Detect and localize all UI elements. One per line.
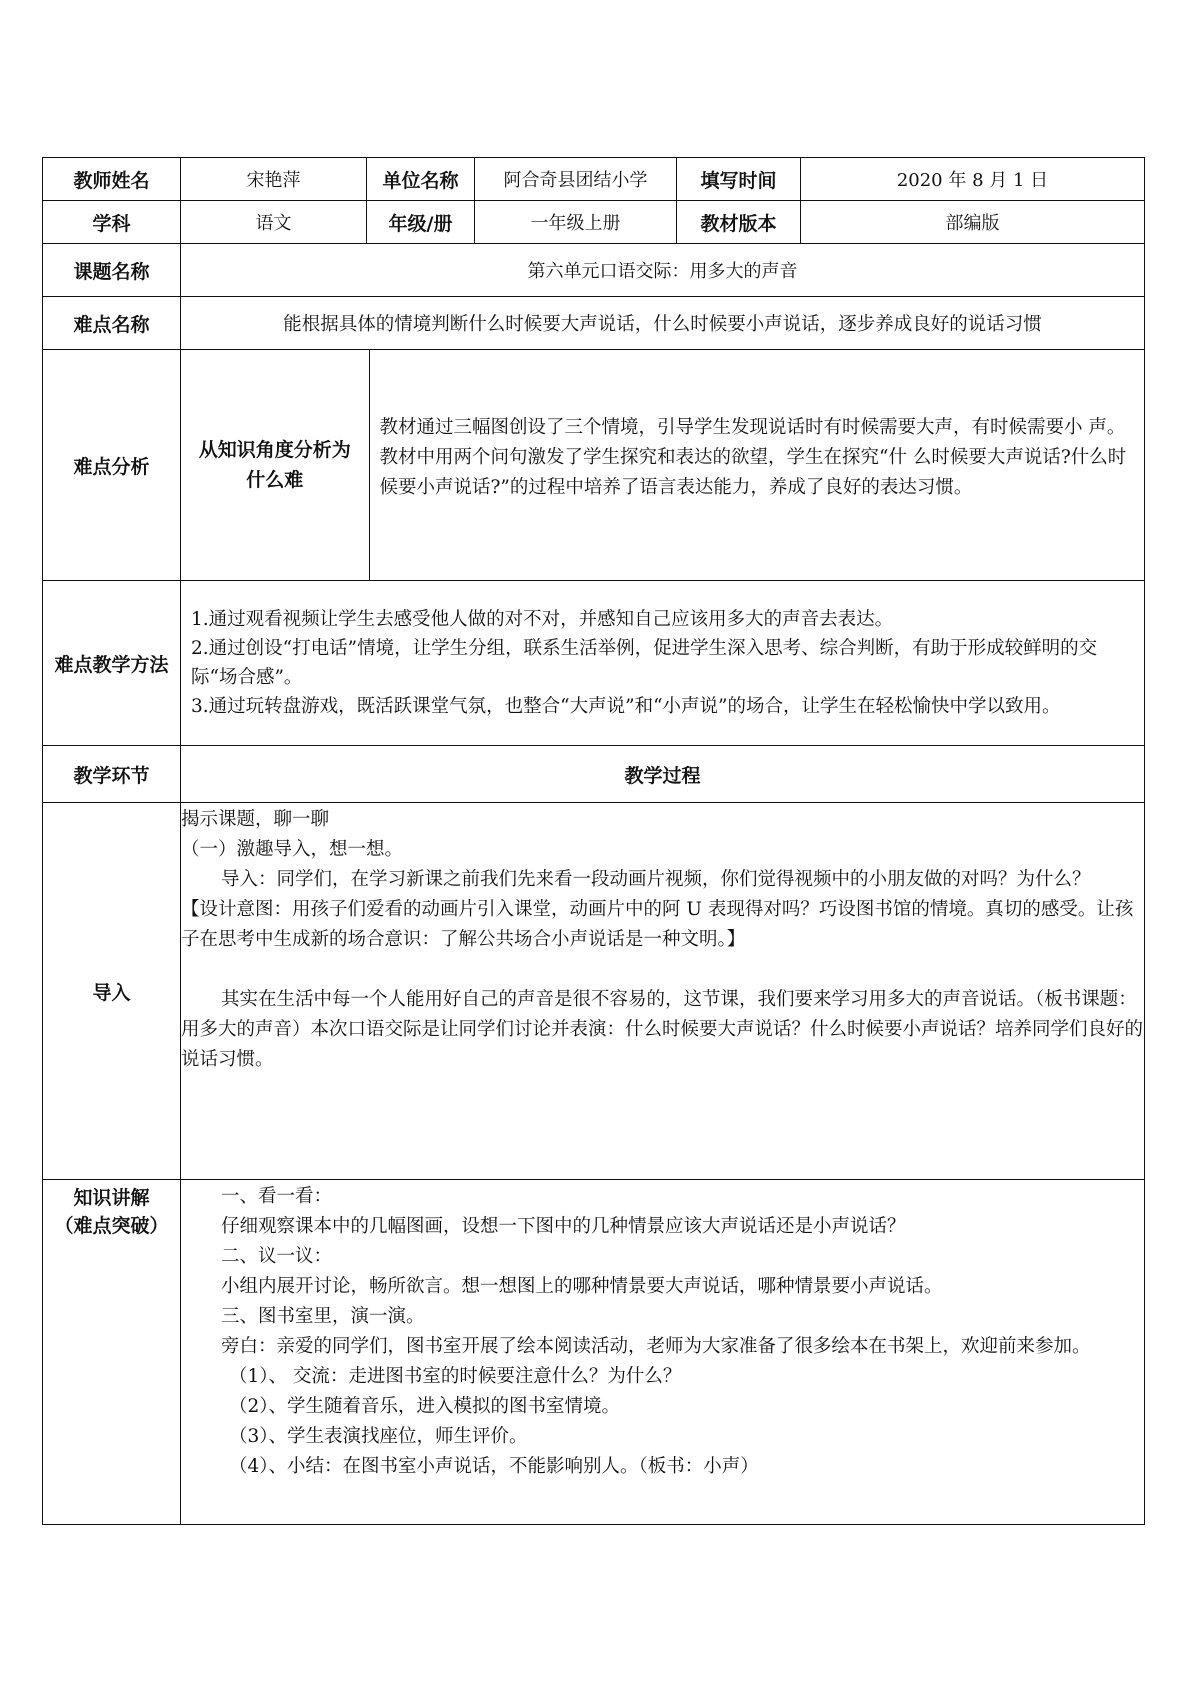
- knowledge-line-7: （1）、 交流：走进图书室的时候要注意什么？为什么？: [229, 1366, 682, 1387]
- topic-label: 课题名称: [43, 244, 181, 297]
- intro-line-2: （一）激趣导入，想一想。: [181, 839, 404, 860]
- knowledge-line-6: 旁白：亲爱的同学们，图书室开展了绘本阅读活动，老师为大家准备了很多绘本在书架上，欢迎前来参加。: [221, 1336, 1091, 1357]
- method-item-2: 2.通过创设“打电话”情境，让学生分组，联系生活举例，促进学生深入思考、综合判断，有助于形成较鲜明的交际“场合感”。: [191, 638, 1098, 688]
- intro-label: 导入: [43, 803, 181, 1180]
- intro-line-5: 其实在生活中每一个人能用好自己的声音是很不容易的，这节课，我们要来学习用多大的声音说话。（板书课题：用多大的声音）本次口语交际是让同学们讨论并表演：什么时候要大声说话？什么时候要小声说话？培养同学们良好的说话习惯。: [181, 989, 1144, 1070]
- intro-line-1: 揭示课题，聊一聊: [181, 809, 330, 830]
- analysis-text: 教材通过三幅图创设了三个情境，引导学生发现说话时有时候需要大声，有时候需要小 声。教材中用两个问句激发了学生探究和表达的欲望，学生在探究“什 么时候要大声说话?什么时候要小声说话?”的过程中培养了语言表达能力，养成了良好的表达习惯。: [379, 417, 1127, 498]
- unit-name-label: 单位名称: [367, 158, 475, 201]
- topic-value: 第六单元口语交际：用多大的声音: [181, 244, 1145, 297]
- lesson-plan-sheet: [42, 157, 1144, 1525]
- grade-value: 一年级上册: [475, 201, 677, 244]
- teacher-name-label: 教师姓名: [43, 158, 181, 201]
- analysis-row: [43, 350, 1145, 581]
- method-item-1: 1.通过观看视频让学生去感受他人做的对不对，并感知自己应该用多大的声音去表达。: [191, 609, 894, 630]
- analysis-sub-label: 从知识角度分析为什么难: [181, 350, 369, 580]
- process-title: 教学过程: [181, 746, 1145, 803]
- intro-cell: [181, 803, 1145, 1180]
- process-header-row: [43, 746, 1145, 803]
- intro-line-4: 【设计意图：用孩子们爱看的动画片引入课堂，动画片中的阿 U 表现得对吗？巧设图书馆的情境。真切的感受。让孩子在思考中生成新的场合意识：了解公共场合小声说话是一种文明。】: [181, 899, 1134, 950]
- difficulty-label: 难点名称: [43, 297, 181, 350]
- process-step-label: 教学环节: [43, 746, 181, 803]
- analysis-cell: [181, 350, 1145, 581]
- lesson-plan-table: [42, 157, 1145, 1525]
- method-item-3: 3.通过玩转盘游戏，既活跃课堂气氛，也整合“大声说”和“小声说”的场合，让学生在轻松愉快中学以致用。: [191, 696, 1061, 717]
- intro-row: [43, 803, 1145, 1180]
- knowledge-cell: [181, 1180, 1145, 1525]
- knowledge-label-line-1: 知识讲解: [73, 1187, 150, 1209]
- difficulty-row: [43, 297, 1145, 350]
- knowledge-label-line-2: （难点突破）: [54, 1215, 169, 1237]
- knowledge-line-4: 小组内展开讨论，畅所欲言。想一想图上的哪种情景要大声说话，哪种情景要小声说话。: [221, 1276, 943, 1297]
- edition-label: 教材版本: [677, 201, 801, 244]
- method-cell: [181, 581, 1145, 746]
- knowledge-line-3: 二、议一议：: [221, 1246, 333, 1267]
- subject-label: 学科: [43, 201, 181, 244]
- knowledge-line-2: 仔细观察课本中的几幅图画，设想一下图中的几种情景应该大声说话还是小声说话？: [221, 1216, 906, 1237]
- unit-name-value: 阿合奇县团结小学: [475, 158, 677, 201]
- knowledge-line-1: 一、看一看：: [221, 1186, 333, 1207]
- knowledge-line-10: （4）、小结：在图书室小声说话，不能影响别人。（板书：小声）: [229, 1456, 759, 1477]
- topic-row: [43, 244, 1145, 297]
- analysis-inner-table: [181, 350, 1144, 580]
- knowledge-line-8: （2）、学生随着音乐，进入模拟的图书室情境。: [229, 1396, 621, 1417]
- method-row: [43, 581, 1145, 746]
- grade-label: 年级/册: [367, 201, 475, 244]
- intro-line-3: 导入：同学们，在学习新课之前我们先来看一段动画片视频，你们觉得视频中的小朋友做的对吗？为什么？: [221, 869, 1091, 890]
- teacher-name-value: 宋艳萍: [181, 158, 367, 201]
- difficulty-value: 能根据具体的情境判断什么时候要大声说话，什么时候要小声说话，逐步养成良好的说话习惯: [181, 297, 1145, 350]
- knowledge-line-9: （3）、学生表演找座位，师生评价。: [229, 1426, 528, 1447]
- header-row-1: [43, 158, 1145, 201]
- knowledge-line-5: 三、图书室里，演一演。: [221, 1306, 425, 1327]
- edition-value: 部编版: [801, 201, 1145, 244]
- method-label: 难点教学方法: [43, 581, 181, 746]
- knowledge-row: [43, 1180, 1145, 1525]
- fill-date-label: 填写时间: [677, 158, 801, 201]
- header-row-2: [43, 201, 1145, 244]
- knowledge-label: [43, 1180, 181, 1525]
- analysis-label: 难点分析: [43, 350, 181, 581]
- subject-value: 语文: [181, 201, 367, 244]
- fill-date-value: 2020 年 8 月 1 日: [801, 158, 1145, 201]
